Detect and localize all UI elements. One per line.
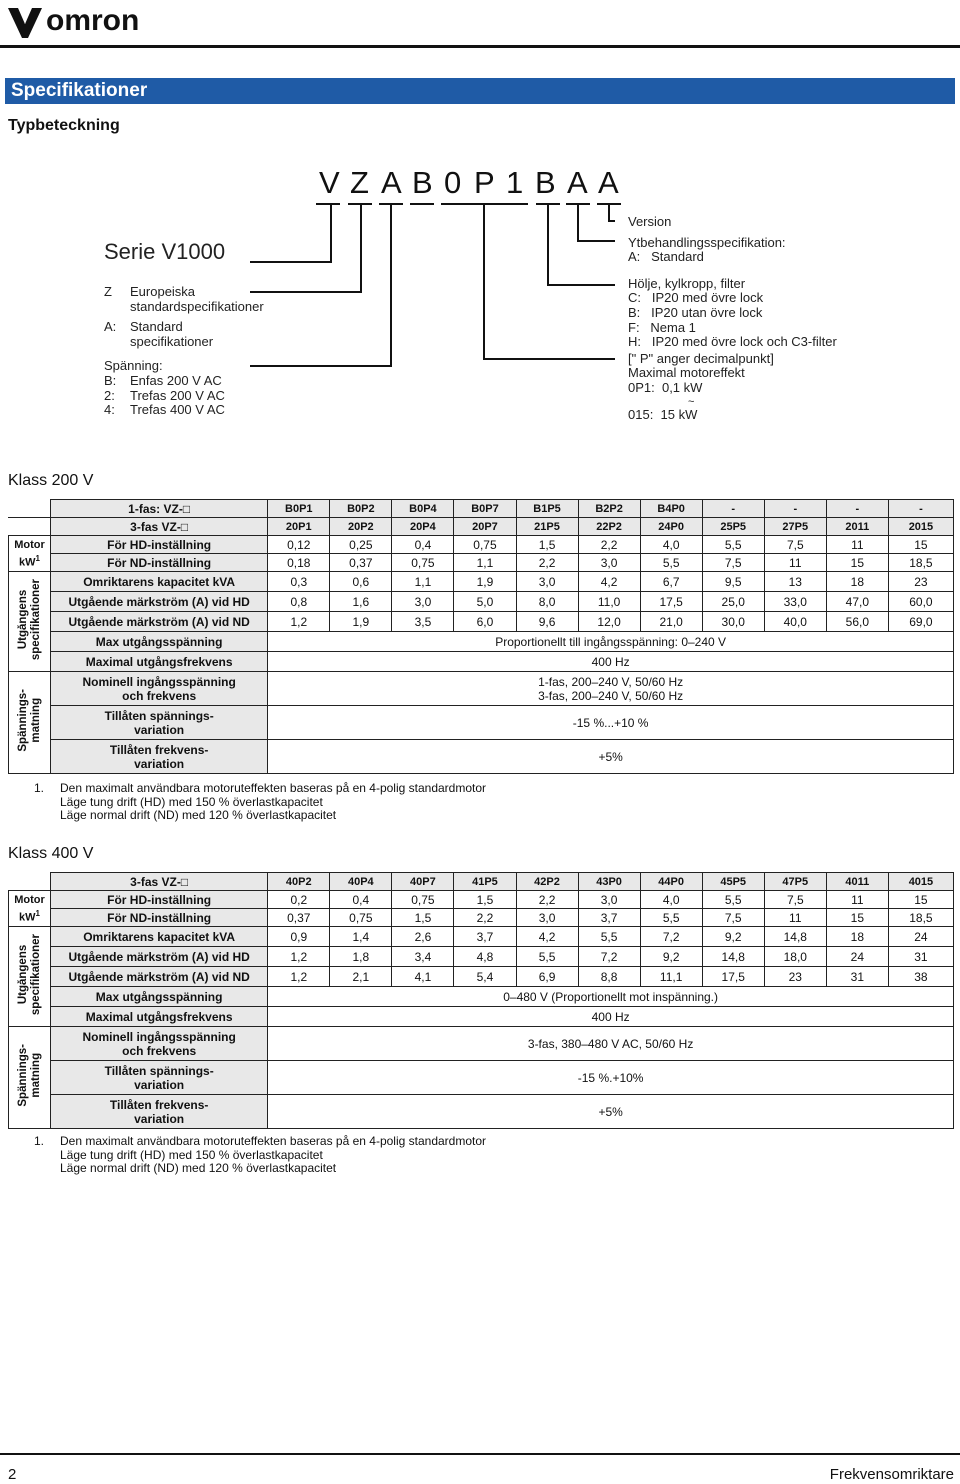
table-cell: 0,37 xyxy=(268,909,330,927)
table-cell: 4,0 xyxy=(640,891,702,909)
table-row xyxy=(9,740,954,774)
table-cell: 0,2 xyxy=(268,891,330,909)
row-label: För ND-inställning xyxy=(51,909,268,927)
table-cell: 18 xyxy=(826,572,888,592)
surface-title: Ytbehandlingsspecifikation: xyxy=(628,234,786,250)
code-letter-8: B xyxy=(535,165,556,200)
serie-title: Serie V1000 xyxy=(104,239,226,264)
table-cell: 1,2 xyxy=(268,947,330,967)
table-cell: 1,9 xyxy=(330,612,392,632)
table-cell: 0,4 xyxy=(330,891,392,909)
table-cell: B4P0 xyxy=(640,500,702,518)
table-cell: 18,5 xyxy=(888,909,953,927)
row-label: Maximal utgångsfrekvens xyxy=(51,652,268,672)
housing-f: F: Nema 1 xyxy=(628,319,696,335)
table-cell: 11 xyxy=(826,536,888,554)
table-cell: 42P2 xyxy=(516,873,578,891)
table-cell: 17,5 xyxy=(640,592,702,612)
table-cell: 3,5 xyxy=(392,612,454,632)
table-row xyxy=(9,632,954,652)
table-cell: 2,2 xyxy=(516,554,578,572)
vmax-value: Proportionellt till ingångsspänning: 0–240 V xyxy=(268,632,954,652)
table-cell: 3,0 xyxy=(578,554,640,572)
z-key: Z xyxy=(104,284,112,299)
row-label: Nominell ingångsspänning och frekvens xyxy=(51,672,268,706)
table-cell: 43P0 xyxy=(578,873,640,891)
table-cell: 40,0 xyxy=(764,612,826,632)
table-cell: 0,75 xyxy=(454,536,516,554)
a-text1: Standard xyxy=(130,319,183,335)
table-cell: 6,9 xyxy=(516,967,578,987)
code-letter-10: A xyxy=(598,165,619,200)
motor-group: Motor $kW^1$ xyxy=(9,891,51,927)
table-cell: B0P7 xyxy=(454,500,516,518)
table-cell: 0,75 xyxy=(330,909,392,927)
table-cell: 4,2 xyxy=(578,572,640,592)
table-cell: 18 xyxy=(826,927,888,947)
vvar-value: -15 %...+10 % xyxy=(268,706,954,740)
housing-h: H: IP20 med övre lock och C3-filter xyxy=(628,334,837,350)
table-row xyxy=(9,987,954,1007)
motor-max: 015: 15 kW xyxy=(628,406,698,422)
table-cell: 9,2 xyxy=(640,947,702,967)
table-cell: 14,8 xyxy=(764,927,826,947)
table-cell: 56,0 xyxy=(826,612,888,632)
table-cell: 20P7 xyxy=(454,518,516,536)
footer-title: Frekvensomriktare xyxy=(829,1466,954,1483)
surface-a: A: Standard xyxy=(628,249,704,265)
table-cell: 47P5 xyxy=(764,873,826,891)
table-cell: 21P5 xyxy=(516,518,578,536)
table-cell: 24 xyxy=(826,947,888,967)
housing-c: C: IP20 med övre lock xyxy=(628,290,764,306)
table-cell: 11,1 xyxy=(640,967,702,987)
code-letter-3: A xyxy=(381,165,402,200)
table-cell: 1,5 xyxy=(454,891,516,909)
table-cell: 0,37 xyxy=(330,554,392,572)
table-cell: 25,0 xyxy=(702,592,764,612)
row-label: Nominell ingångsspänning och frekvens xyxy=(51,1027,268,1061)
table-cell: 9,5 xyxy=(702,572,764,592)
row-label: För HD-inställning xyxy=(51,536,268,554)
output-group: Utgångens specifikationer xyxy=(9,927,51,1027)
table-cell: 1,4 xyxy=(330,927,392,947)
two-text: Trefas 200 V AC xyxy=(130,387,225,403)
table-cell: 2,6 xyxy=(392,927,454,947)
table-row xyxy=(9,927,954,947)
table-cell xyxy=(9,518,51,536)
table-cell: 0,3 xyxy=(268,572,330,592)
input-group: Spännings- matning xyxy=(9,672,51,774)
table-cell: 2,2 xyxy=(454,909,516,927)
motor-title: Maximal motoreffekt xyxy=(628,365,745,381)
table-row xyxy=(9,1095,954,1129)
two-key: 2: xyxy=(104,387,115,403)
table-cell: 1,8 xyxy=(330,947,392,967)
row-label: För HD-inställning xyxy=(51,891,268,909)
table-row xyxy=(9,612,954,632)
table-cell: 9,2 xyxy=(702,927,764,947)
table-cell: 3,0 xyxy=(516,909,578,927)
table-cell: 15 xyxy=(888,536,953,554)
table-row xyxy=(9,1007,954,1027)
code-letter-1: V xyxy=(319,165,340,200)
table-cell: 33,0 xyxy=(764,592,826,612)
table-cell: 45P5 xyxy=(702,873,764,891)
fmax-value: 400 Hz xyxy=(268,1007,954,1027)
row-label: Utgående märkström (A) vid HD xyxy=(51,592,268,612)
input-group: Spännings- matning xyxy=(9,1027,51,1129)
table-cell: 1,5 xyxy=(392,909,454,927)
table-cell: 69,0 xyxy=(888,612,953,632)
table-cell: 18,5 xyxy=(888,554,953,572)
table-cell: 7,5 xyxy=(764,536,826,554)
brand-name: omron xyxy=(46,4,140,37)
table-cell: - xyxy=(826,500,888,518)
table-cell: 4,8 xyxy=(454,947,516,967)
table-cell: 11 xyxy=(764,554,826,572)
code-letter-4: B xyxy=(412,165,433,200)
row-label: 1-fas: VZ-□ xyxy=(51,500,268,518)
table-cell: 3,0 xyxy=(516,572,578,592)
row-label: Max utgångsspänning xyxy=(51,632,268,652)
table-row xyxy=(9,536,954,554)
table-cell: 20P2 xyxy=(330,518,392,536)
housing-b: B: IP20 utan övre lock xyxy=(628,304,763,320)
z-text2: standardspecifikationer xyxy=(130,298,264,314)
code-letter-2: Z xyxy=(350,165,369,200)
table-cell: 12,0 xyxy=(578,612,640,632)
p-note: [" P" anger decimalpunkt] xyxy=(628,350,774,366)
four-key: 4: xyxy=(104,402,115,418)
vvar-value: -15 %.+10% xyxy=(268,1061,954,1095)
row-label: Max utgångsspänning xyxy=(51,987,268,1007)
table-cell: 20P1 xyxy=(268,518,330,536)
table-cell: 1,9 xyxy=(454,572,516,592)
table-cell: - xyxy=(888,500,953,518)
type-code-diagram xyxy=(0,0,960,440)
table-cell: 5,0 xyxy=(454,592,516,612)
class200-table xyxy=(8,499,954,774)
table-cell: 3,0 xyxy=(392,592,454,612)
table-cell: 13 xyxy=(764,572,826,592)
version-note: Version xyxy=(628,214,672,229)
table-row xyxy=(9,500,954,518)
fvar-value: +5% xyxy=(268,1095,954,1129)
table-cell: 1,2 xyxy=(268,967,330,987)
table-cell: 15 xyxy=(826,909,888,927)
table-cell: 7,5 xyxy=(764,891,826,909)
table-row xyxy=(9,554,954,572)
class200-title: Klass 200 V xyxy=(8,472,94,489)
table-cell xyxy=(9,873,51,891)
table-cell: 8,8 xyxy=(578,967,640,987)
table-cell: 44P0 xyxy=(640,873,702,891)
table-cell: 7,5 xyxy=(702,909,764,927)
row-label: Utgående märkström (A) vid HD xyxy=(51,947,268,967)
code-letter-9: A xyxy=(567,165,588,200)
table-row xyxy=(9,572,954,592)
table-cell: 31 xyxy=(888,947,953,967)
table-cell: 25P5 xyxy=(702,518,764,536)
table-row xyxy=(9,706,954,740)
row-label: Tillåten spännings- variation xyxy=(51,706,268,740)
table-cell: 0,18 xyxy=(268,554,330,572)
code-letter-6: P xyxy=(474,165,495,200)
table-cell: 3,0 xyxy=(578,891,640,909)
table-cell: 2,2 xyxy=(516,891,578,909)
table-cell: 40P4 xyxy=(330,873,392,891)
sub-title: Typbeteckning xyxy=(8,117,120,134)
table-cell: 1,2 xyxy=(268,612,330,632)
table-cell: 20P4 xyxy=(392,518,454,536)
table-cell: 5,5 xyxy=(702,891,764,909)
class400-table xyxy=(8,872,954,1129)
a-text2: specifikationer xyxy=(130,333,214,349)
table-cell: 11 xyxy=(764,909,826,927)
table-cell: 40P2 xyxy=(268,873,330,891)
table-cell: 5,5 xyxy=(702,536,764,554)
table-row xyxy=(9,947,954,967)
table-row xyxy=(9,1027,954,1061)
four-text: Trefas 400 V AC xyxy=(130,402,225,418)
table-cell: 24P0 xyxy=(640,518,702,536)
fvar-value: +5% xyxy=(268,740,954,774)
row-label: Utgående märkström (A) vid ND xyxy=(51,967,268,987)
table-cell: 3,7 xyxy=(578,909,640,927)
table-cell: 2015 xyxy=(888,518,953,536)
table-cell: 4011 xyxy=(826,873,888,891)
table-cell: 23 xyxy=(888,572,953,592)
left-notes xyxy=(104,285,264,418)
table-cell: 5,4 xyxy=(454,967,516,987)
motor-min: 0P1: 0,1 kW xyxy=(628,379,703,395)
tilde: ~ xyxy=(688,395,695,408)
row-label: Utgående märkström (A) vid ND xyxy=(51,612,268,632)
voltage-title: Spänning: xyxy=(104,358,163,374)
table-row xyxy=(9,891,954,909)
table-cell: 4015 xyxy=(888,873,953,891)
table-cell: 0,4 xyxy=(392,536,454,554)
table-row xyxy=(9,518,954,536)
table-cell: 41P5 xyxy=(454,873,516,891)
code-letter-7: 1 xyxy=(506,165,524,200)
fmax-value: 400 Hz xyxy=(268,652,954,672)
b-key: B: xyxy=(104,372,117,388)
table-cell: 5,5 xyxy=(578,927,640,947)
table-cell: - xyxy=(702,500,764,518)
row-label: Omriktarens kapacitet kVA xyxy=(51,927,268,947)
table-cell: 4,1 xyxy=(392,967,454,987)
table-cell: 38 xyxy=(888,967,953,987)
vin-value: 1-fas, 200–240 V, 50/60 Hz 3-fas, 200–240 V, 50/60 Hz xyxy=(268,672,954,706)
page-number: 2 xyxy=(8,1466,17,1483)
table-row xyxy=(9,909,954,927)
vin-value: 3-fas, 380–480 V AC, 50/60 Hz xyxy=(268,1027,954,1061)
table-row xyxy=(9,672,954,706)
table-cell: 27P5 xyxy=(764,518,826,536)
table-cell: 1,1 xyxy=(454,554,516,572)
housing-title: Hölje, kylkropp, filter xyxy=(628,275,746,291)
table-cell: 7,2 xyxy=(578,947,640,967)
row-label: Tillåten frekvens- variation xyxy=(51,740,268,774)
table-cell: 0,75 xyxy=(392,891,454,909)
table-cell: 7,5 xyxy=(702,554,764,572)
section-title: Specifikationer xyxy=(11,80,148,101)
table-cell: 1,5 xyxy=(516,536,578,554)
table-cell: 31 xyxy=(826,967,888,987)
z-text1: Europeiska xyxy=(130,284,196,299)
row-label: 3-fas VZ-□ xyxy=(51,873,268,891)
table-row xyxy=(9,873,954,891)
table-cell: 18,0 xyxy=(764,947,826,967)
table-cell: 0,9 xyxy=(268,927,330,947)
class400-footnote: 1. Den maximalt användbara motoruteffekten baseras på en 4-polig standardmotor Läge tung drift (HD) med 150 % överlastkapacitet Läge normal drift (ND) med 120 % överlastkapacitet xyxy=(34,1134,487,1175)
table-row xyxy=(9,967,954,987)
table-cell: 1,6 xyxy=(330,592,392,612)
table-cell: 9,6 xyxy=(516,612,578,632)
code-letter-5: 0 xyxy=(444,165,462,200)
table-cell: B0P4 xyxy=(392,500,454,518)
output-group: Utgångens specifikationer xyxy=(9,572,51,672)
table-cell: 0,75 xyxy=(392,554,454,572)
table-row xyxy=(9,1061,954,1095)
row-label: Tillåten spännings- variation xyxy=(51,1061,268,1095)
table-cell: 15 xyxy=(826,554,888,572)
row-label: 3-fas VZ-□ xyxy=(51,518,268,536)
table-cell: 0,12 xyxy=(268,536,330,554)
right-notes xyxy=(628,215,837,422)
row-label: Tillåten frekvens- variation xyxy=(51,1095,268,1129)
table-cell: 0,25 xyxy=(330,536,392,554)
table-cell: B0P1 xyxy=(268,500,330,518)
table-cell: 0,6 xyxy=(330,572,392,592)
row-label: Omriktarens kapacitet kVA xyxy=(51,572,268,592)
table-cell: 47,0 xyxy=(826,592,888,612)
motor-group: Motor $kW^1$ xyxy=(9,536,51,572)
table-cell: B1P5 xyxy=(516,500,578,518)
table-cell: 2011 xyxy=(826,518,888,536)
table-cell: 3,7 xyxy=(454,927,516,947)
table-cell: 24 xyxy=(888,927,953,947)
table-cell: 30,0 xyxy=(702,612,764,632)
table-cell: 3,4 xyxy=(392,947,454,967)
table-cell: 15 xyxy=(888,891,953,909)
a-key: A: xyxy=(104,319,117,335)
table-cell: - xyxy=(764,500,826,518)
table-cell: 22P2 xyxy=(578,518,640,536)
table-cell: 1,1 xyxy=(392,572,454,592)
table-row xyxy=(9,592,954,612)
row-label: Maximal utgångsfrekvens xyxy=(51,1007,268,1027)
table-cell: 5,5 xyxy=(640,909,702,927)
table-cell: 6,0 xyxy=(454,612,516,632)
table-cell: 4,2 xyxy=(516,927,578,947)
table-cell: 40P7 xyxy=(392,873,454,891)
table-cell: 11 xyxy=(826,891,888,909)
table-cell: 23 xyxy=(764,967,826,987)
class400-title: Klass 400 V xyxy=(8,845,94,862)
table-row xyxy=(9,652,954,672)
table-cell: 0,8 xyxy=(268,592,330,612)
table-cell: 7,2 xyxy=(640,927,702,947)
table-cell: 14,8 xyxy=(702,947,764,967)
table-cell: 11,0 xyxy=(578,592,640,612)
table-cell: 60,0 xyxy=(888,592,953,612)
table-cell: 5,5 xyxy=(640,554,702,572)
table-cell: B0P2 xyxy=(330,500,392,518)
table-cell: 5,5 xyxy=(516,947,578,967)
table-cell: 2,2 xyxy=(578,536,640,554)
table-cell: 17,5 xyxy=(702,967,764,987)
row-label: För ND-inställning xyxy=(51,554,268,572)
table-cell: B2P2 xyxy=(578,500,640,518)
table-cell: 6,7 xyxy=(640,572,702,592)
footer-rule xyxy=(0,1453,960,1455)
table-cell: 4,0 xyxy=(640,536,702,554)
b-text: Enfas 200 V AC xyxy=(130,372,222,388)
class200-footnote: 1. Den maximalt användbara motoruteffekten baseras på en 4-polig standardmotor Läge tung drift (HD) med 150 % överlastkapacitet Läge normal drift (ND) med 120 % överlastkapacitet xyxy=(34,781,487,822)
table-cell: 21,0 xyxy=(640,612,702,632)
table-cell: 8,0 xyxy=(516,592,578,612)
table-cell: 2,1 xyxy=(330,967,392,987)
vmax-value: 0–480 V (Proportionellt mot inspänning.) xyxy=(268,987,954,1007)
table-cell xyxy=(9,500,51,518)
